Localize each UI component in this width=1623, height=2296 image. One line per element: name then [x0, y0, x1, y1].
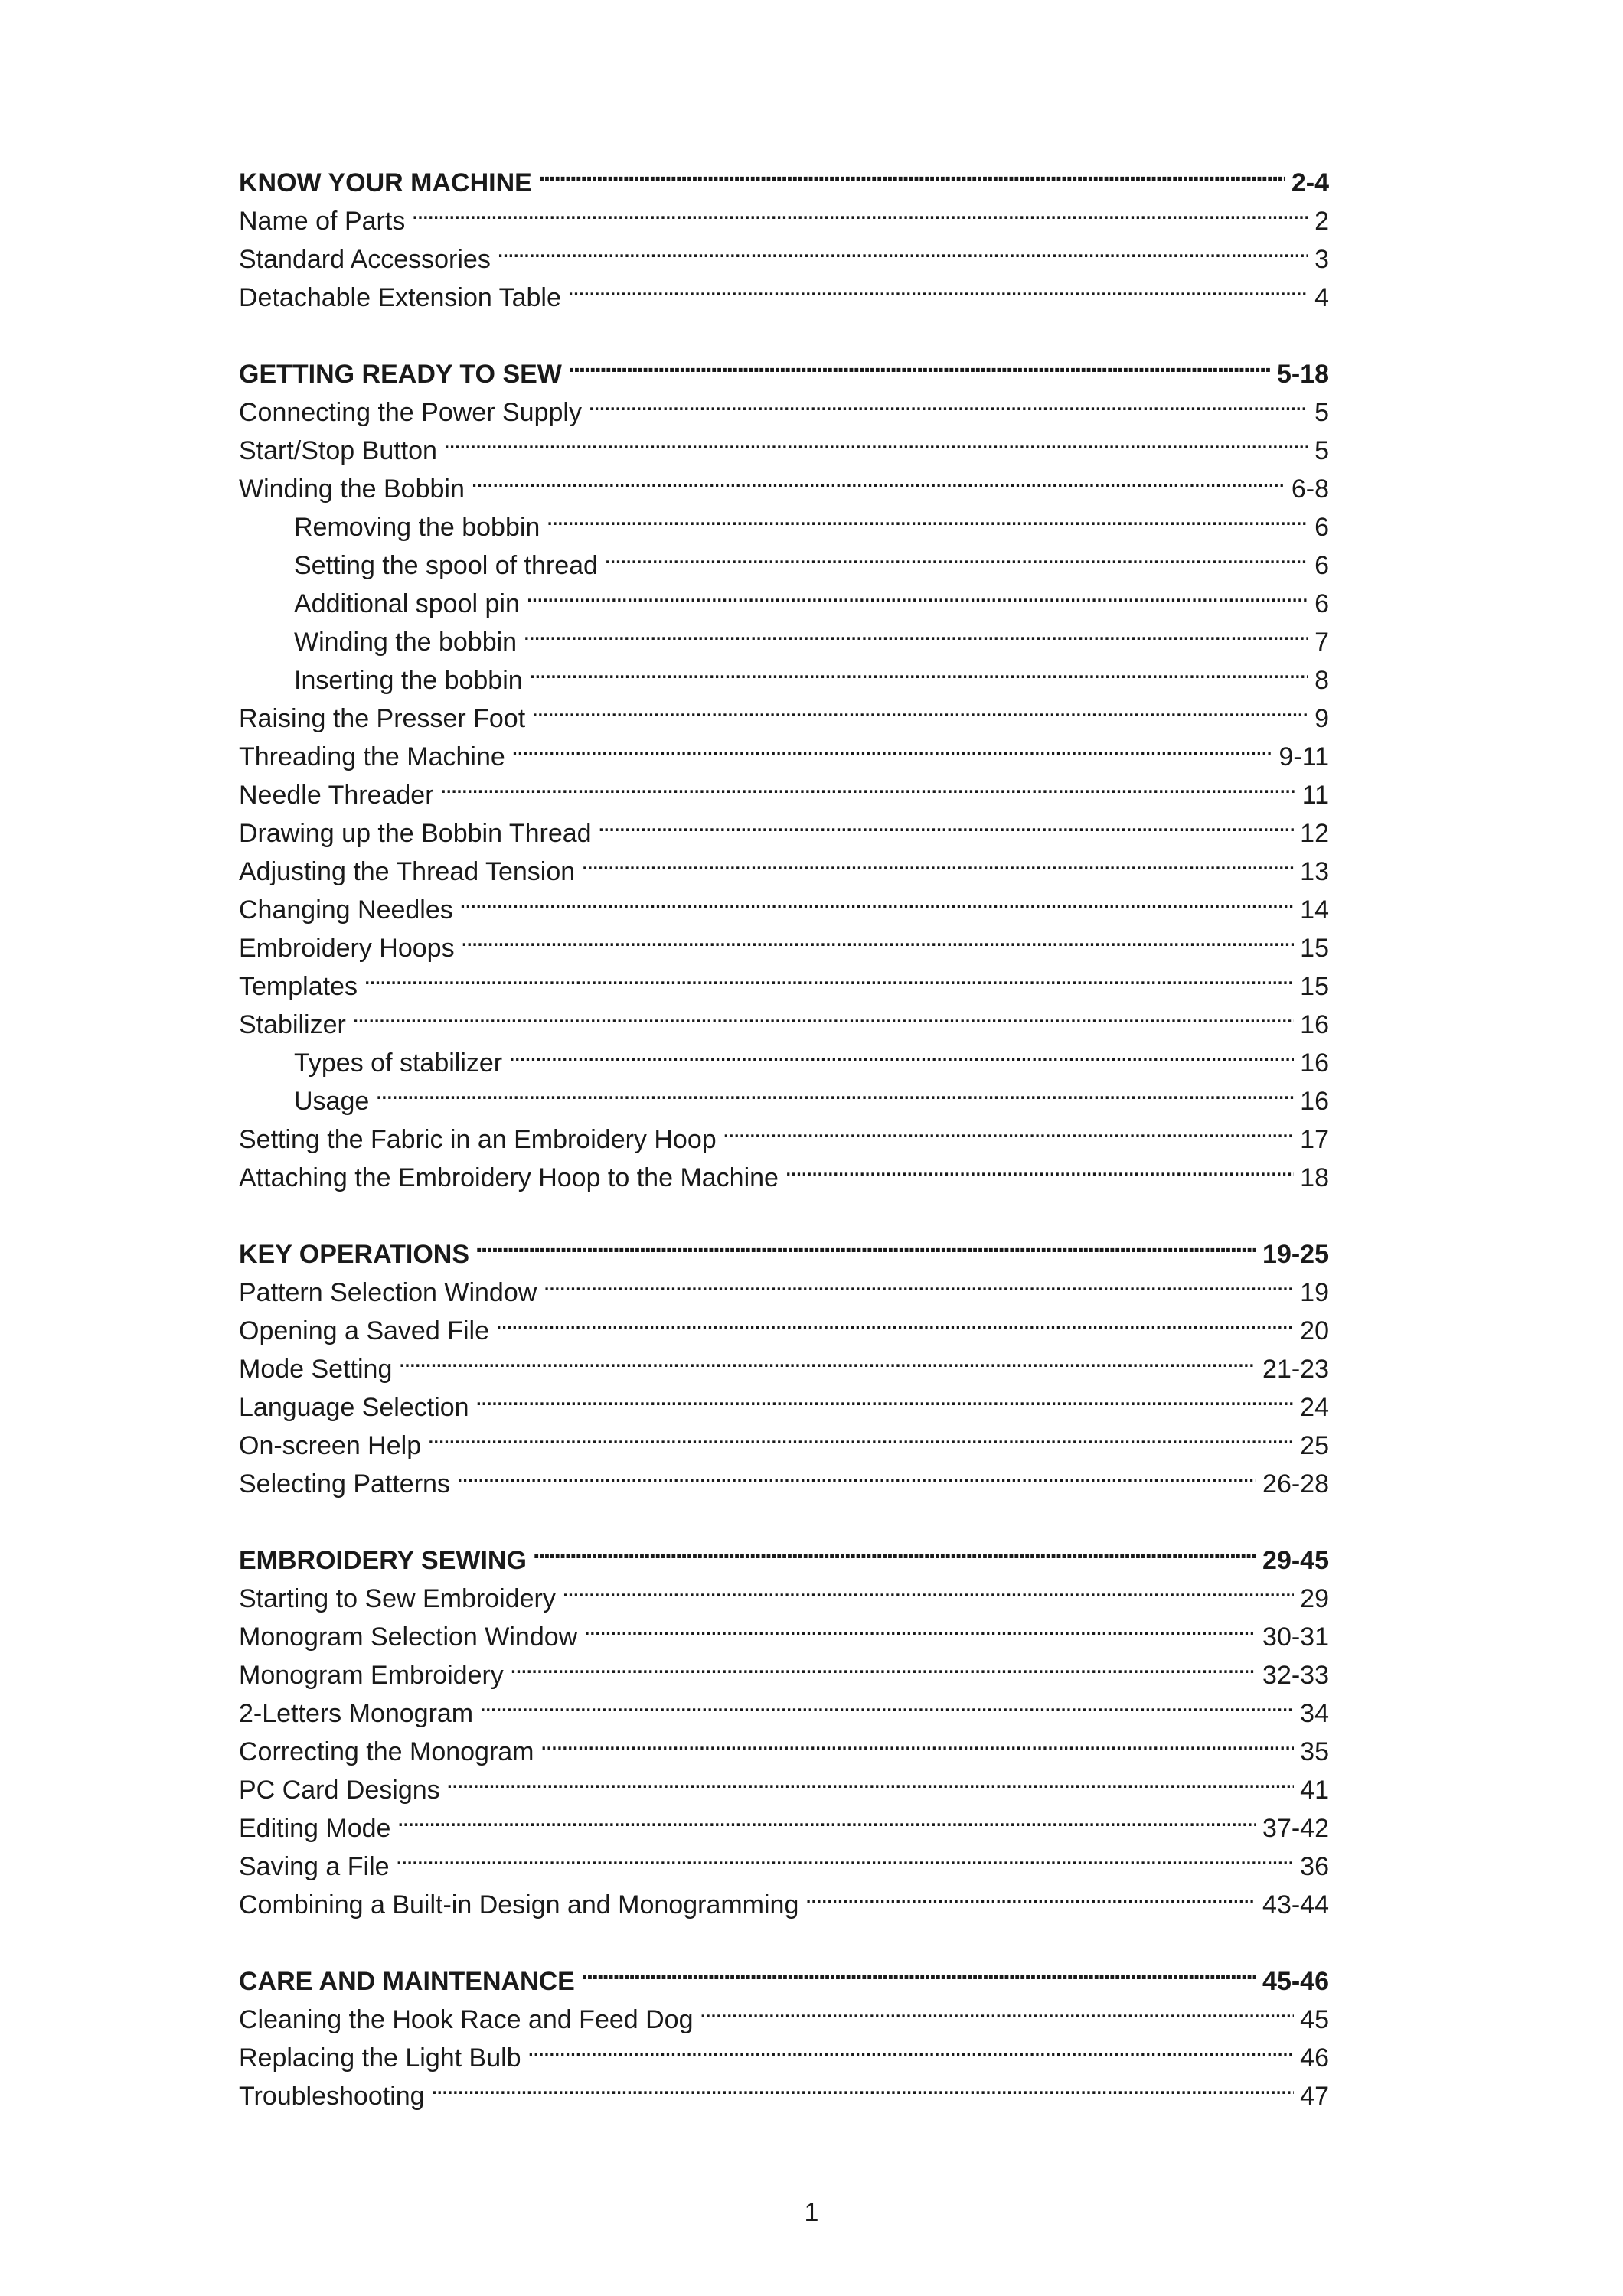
toc-entry-page: 12 [1300, 819, 1329, 848]
toc-entry-page: 16 [1300, 1010, 1329, 1039]
toc-entry-label: Saving a File [239, 1852, 390, 1881]
dot-leader [527, 2028, 1295, 2066]
toc-entry-page: 2 [1314, 207, 1329, 236]
toc-entry-label: Needle Threader [239, 781, 434, 810]
toc-entry-page: 16 [1300, 1049, 1329, 1078]
dot-leader [398, 1339, 1256, 1378]
toc-entry-label: Monogram Selection Window [239, 1623, 578, 1652]
dot-leader [375, 1071, 1294, 1110]
toc-entry-page: 11 [1301, 781, 1329, 810]
toc-section-heading [239, 344, 1329, 389]
dot-leader [511, 727, 1273, 765]
dot-leader [785, 1148, 1294, 1186]
toc-entry-page: 36 [1300, 1852, 1329, 1881]
toc-entry-page: 6 [1314, 551, 1329, 580]
toc-entry-page: 21-23 [1262, 1355, 1329, 1384]
toc-entry-label: Start/Stop Button [239, 436, 437, 465]
toc-entry-label: Correcting the Monogram [239, 1737, 534, 1766]
toc-section-heading [239, 1952, 1329, 1996]
toc-entry-label: Troubleshooting [239, 2082, 425, 2111]
toc-entry-label: Language Selection [239, 1393, 469, 1422]
dot-leader [495, 1301, 1294, 1339]
dot-leader [459, 880, 1294, 918]
toc-entry-label: Inserting the bobbin [294, 666, 523, 695]
toc-entry-label: Opening a Saved File [239, 1316, 489, 1345]
toc-section [239, 1225, 1329, 1499]
toc-entry-page: 19 [1300, 1278, 1329, 1307]
toc-entry-page: 8 [1314, 666, 1329, 695]
toc-entry [239, 957, 1329, 1001]
toc-entry-label: Raising the Presser Foot [239, 704, 526, 733]
dot-leader [479, 1684, 1294, 1722]
toc-entry-page: 9 [1314, 704, 1329, 733]
dot-leader [396, 1837, 1295, 1875]
toc-entry-label: Name of Parts [239, 207, 406, 236]
dot-leader [723, 1110, 1295, 1148]
toc-entry-page: 45 [1300, 2005, 1329, 2034]
toc-entry-page: 24 [1300, 1393, 1329, 1422]
toc-entry-label: Connecting the Power Supply [239, 398, 582, 427]
toc-entry-page: 19-25 [1262, 1240, 1329, 1269]
toc-entry-page: 15 [1300, 972, 1329, 1001]
toc-entry-label: Removing the bobbin [294, 513, 540, 542]
toc-entry-page: 20 [1300, 1316, 1329, 1345]
dot-leader [540, 1722, 1295, 1760]
dot-leader [581, 1952, 1256, 1990]
toc-entry-label: Templates [239, 972, 358, 1001]
toc-entry-page: 17 [1300, 1125, 1329, 1154]
toc-entry-page: 5 [1314, 436, 1329, 465]
dot-leader [523, 612, 1308, 651]
toc-entry [239, 1339, 1329, 1384]
toc-entry-label: On-screen Help [239, 1431, 422, 1460]
toc-entry-page: 16 [1300, 1087, 1329, 1116]
toc-subentry [239, 1071, 1329, 1116]
toc-entry-label: CARE AND MAINTENANCE [239, 1967, 575, 1996]
dot-leader [567, 268, 1308, 306]
toc-entry-page: 41 [1300, 1776, 1329, 1805]
toc-entry-page: 6 [1314, 589, 1329, 618]
toc-entry-label: Threading the Machine [239, 742, 505, 771]
page-number: 1 [804, 2198, 819, 2227]
toc-entry-page: 32-33 [1262, 1661, 1329, 1690]
toc-entry-label: Adjusting the Thread Tension [239, 857, 576, 886]
toc-entry-page: 47 [1300, 2082, 1329, 2111]
toc-entry-page: 6 [1314, 513, 1329, 542]
toc-entry-page: 4 [1314, 283, 1329, 312]
toc-entry-page: 2-4 [1291, 168, 1329, 197]
toc-entry-page: 9-11 [1278, 742, 1329, 771]
toc-entry-page: 7 [1314, 628, 1329, 657]
dot-leader [700, 1990, 1295, 2028]
dot-leader [805, 1875, 1256, 1913]
toc-entry-label: Changing Needles [239, 895, 453, 925]
toc-entry-label: Replacing the Light Bulb [239, 2043, 521, 2073]
toc-entry-label: Editing Mode [239, 1814, 391, 1843]
toc-entry-label: KNOW YOUR MACHINE [239, 168, 532, 197]
toc-entry-page: 37-42 [1262, 1814, 1329, 1843]
dot-leader [588, 383, 1308, 421]
toc-entry-page: 3 [1314, 245, 1329, 274]
toc-entry-label: Stabilizer [239, 1010, 346, 1039]
dot-leader [461, 918, 1295, 957]
toc-entry-page: 30-31 [1262, 1623, 1329, 1652]
dot-leader [526, 574, 1308, 612]
toc-entry-page: 45-46 [1262, 1967, 1329, 1996]
dot-leader [471, 459, 1285, 497]
toc-entry [239, 1799, 1329, 1843]
toc-entry-page: 13 [1300, 857, 1329, 886]
toc-entry [239, 995, 1329, 1039]
toc-entry-label: Monogram Embroidery [239, 1661, 504, 1690]
dot-leader [440, 765, 1296, 804]
toc-entry-label: Pattern Selection Window [239, 1278, 537, 1307]
toc-entry-page: 34 [1300, 1699, 1329, 1728]
dot-leader [427, 1416, 1294, 1454]
toc-section [239, 1952, 1329, 2111]
toc-entry-label: 2-Letters Monogram [239, 1699, 474, 1728]
toc-entry-label: Drawing up the Bobbin Thread [239, 819, 592, 848]
dot-leader [443, 421, 1308, 459]
dot-leader [431, 2066, 1295, 2105]
toc-entry-page: 35 [1300, 1737, 1329, 1766]
dot-leader [543, 1263, 1294, 1301]
toc-entry-page: 29-45 [1262, 1546, 1329, 1575]
table-of-contents [239, 153, 1329, 2143]
toc-entry-label: Attaching the Embroidery Hoop to the Machine [239, 1163, 779, 1192]
toc-entry-page: 25 [1300, 1431, 1329, 1460]
dot-leader [604, 536, 1308, 574]
toc-entry-label: PC Card Designs [239, 1776, 440, 1805]
dot-leader [411, 191, 1308, 230]
toc-entry-page: 18 [1300, 1163, 1329, 1192]
toc-entry-label: Setting the Fabric in an Embroidery Hoop [239, 1125, 717, 1154]
toc-entry-label: Usage [294, 1087, 370, 1116]
toc-entry-label: Mode Setting [239, 1355, 393, 1384]
toc-entry-page: 46 [1300, 2043, 1329, 2073]
toc-entry-label: Setting the spool of thread [294, 551, 598, 580]
toc-section-heading [239, 1531, 1329, 1575]
toc-entry-label: Additional spool pin [294, 589, 520, 618]
toc-entry-page: 5-18 [1276, 360, 1329, 389]
toc-entry-label: Starting to Sew Embroidery [239, 1584, 556, 1613]
dot-leader [508, 1033, 1294, 1071]
toc-section [239, 344, 1329, 1192]
dot-leader [598, 804, 1295, 842]
toc-entry [239, 1110, 1329, 1154]
dot-leader [510, 1645, 1256, 1684]
toc-entry-page: 14 [1300, 895, 1329, 925]
toc-entry-label: KEY OPERATIONS [239, 1240, 470, 1269]
toc-entry-label: EMBROIDERY SEWING [239, 1546, 527, 1575]
dot-leader [562, 1569, 1294, 1607]
dot-leader [546, 497, 1308, 536]
toc-subentry [239, 1033, 1329, 1078]
toc-entry-label: Types of stabilizer [294, 1049, 503, 1078]
dot-leader [529, 651, 1308, 689]
toc-entry [239, 1378, 1329, 1422]
toc-entry-label: Standard Accessories [239, 245, 491, 274]
dot-leader [533, 1531, 1256, 1569]
toc-entry [239, 1875, 1329, 1919]
dot-leader [397, 1799, 1256, 1837]
dot-leader [581, 842, 1294, 880]
toc-entry-label: Embroidery Hoops [239, 934, 455, 963]
toc-section [239, 1531, 1329, 1919]
dot-leader [475, 1378, 1295, 1416]
toc-entry-label: Selecting Patterns [239, 1469, 450, 1499]
toc-entry-label: Winding the bobbin [294, 628, 518, 657]
toc-entry [239, 1837, 1329, 1881]
dot-leader [456, 1454, 1256, 1492]
toc-entry-page: 29 [1300, 1584, 1329, 1613]
dot-leader [531, 689, 1308, 727]
dot-leader [446, 1760, 1295, 1799]
dot-leader [364, 957, 1294, 995]
toc-section-heading [239, 1225, 1329, 1269]
toc-section [239, 153, 1329, 312]
dot-leader [352, 995, 1294, 1033]
toc-entry-label: Combining a Built-in Design and Monogramming [239, 1890, 799, 1919]
toc-entry-page: 6-8 [1291, 475, 1329, 504]
toc-entry-page: 26-28 [1262, 1469, 1329, 1499]
dot-leader [583, 1607, 1256, 1645]
dot-leader [497, 230, 1308, 268]
dot-leader [568, 344, 1271, 383]
toc-section-heading [239, 153, 1329, 197]
toc-entry-page: 43-44 [1262, 1890, 1329, 1919]
toc-entry-page: 5 [1314, 398, 1329, 427]
dot-leader [475, 1225, 1256, 1263]
toc-entry-page: 15 [1300, 934, 1329, 963]
toc-entry-label: Detachable Extension Table [239, 283, 561, 312]
toc-entry-label: GETTING READY TO SEW [239, 360, 562, 389]
dot-leader [538, 153, 1285, 191]
toc-entry-label: Winding the Bobbin [239, 475, 465, 504]
toc-entry-label: Cleaning the Hook Race and Feed Dog [239, 2005, 694, 2034]
